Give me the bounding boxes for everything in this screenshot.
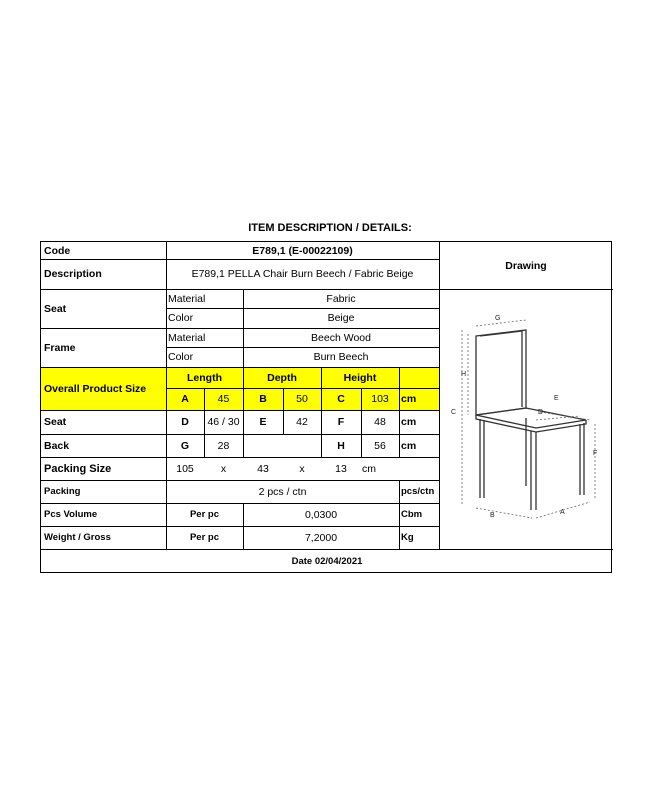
page-heading: ITEM DESCRIPTION / DETAILS: [248,222,412,234]
dim-d-value: 46 / 30 [207,416,240,428]
weight-label: Weight / Gross [44,532,111,543]
seat-label: Seat [44,302,67,315]
weight-unit: Kg [401,532,414,543]
pcs-volume-label: Pcs Volume [44,509,98,520]
drawing-letter-h: H [461,371,467,378]
depth-header: Depth [267,371,297,384]
description-label: Description [44,268,102,280]
packing-value: 2 pcs / ctn [258,485,307,498]
packing-size-v1: 105 [176,462,194,475]
packing-size-x1: x [220,462,227,475]
frame-material-value: Beech Wood [311,331,371,344]
length-header: Length [187,371,222,384]
dim-a-letter: A [181,393,189,405]
dim-f-letter: F [337,416,345,428]
back-dims-label: Back [44,439,70,452]
drawing-letter-c: C [451,409,457,416]
seat-material-value: Fabric [326,292,356,305]
drawing-letter-f: F [593,450,598,457]
dim-e-value: 42 [296,416,308,428]
weight-per: Per pc [189,532,220,543]
drawing-letter-b: B [490,512,495,519]
code-label: Code [44,244,71,257]
dim-e-letter: E [259,416,267,428]
packing-size-v2: 43 [257,462,269,475]
packing-label: Packing [44,486,81,497]
pcs-volume-value: 0,0300 [304,508,338,521]
dim-a-value: 45 [217,393,230,405]
frame-color-label: Color [168,351,194,363]
pcs-volume-per: Per pc [189,509,220,520]
dim-b-value: 50 [296,393,308,405]
dim-c-value: 103 [371,393,389,405]
dim-c-letter: C [337,393,345,405]
seat-dims-label: Seat [44,416,67,428]
dim-f-value: 48 [374,416,386,428]
overall-unit: cm [401,393,417,405]
seat-color-value: Beige [327,312,355,324]
packing-unit: pcs/ctn [401,486,435,497]
seat-material-label: Material [168,292,206,305]
height-header: Height [343,371,377,384]
packing-size-x2: x [299,462,305,475]
seat-dims-unit: cm [401,416,417,428]
back-dims-unit: cm [401,439,417,452]
drawing-letter-e: E [554,395,559,402]
frame-material-label: Material [168,331,206,344]
drawing-label: Drawing [505,259,547,272]
dim-g-value: 28 [217,439,230,452]
dim-g-letter: G [180,439,190,452]
frame-color-value: Burn Beech [313,351,369,363]
dim-d-letter: D [181,416,189,428]
drawing-letter-g: G [495,315,501,322]
packing-size-label: Packing Size [44,462,112,475]
overall-size-label: Overall Product Size [44,382,147,395]
description-value: E789,1 PELLA Chair Burn Beech / Fabric Beige [191,268,414,280]
packing-size-unit: cm [362,462,376,475]
dim-b-letter: B [259,393,267,405]
frame-label: Frame [44,341,76,354]
date-text: Date 02/04/2021 [291,555,363,567]
chair-drawing [440,290,612,548]
packing-size-v3: 13 [335,462,347,475]
drawing-letter-d: D [538,409,544,416]
dim-h-value: 56 [374,439,386,452]
weight-value: 7,2000 [304,531,338,544]
pcs-volume-unit: Cbm [401,509,423,520]
dim-h-letter: H [337,439,345,452]
code-value: E789,1 (E-00022109) [252,244,353,257]
seat-color-label: Color [168,312,194,324]
spec-sheet [40,241,612,573]
drawing-letter-a: A [560,509,565,516]
